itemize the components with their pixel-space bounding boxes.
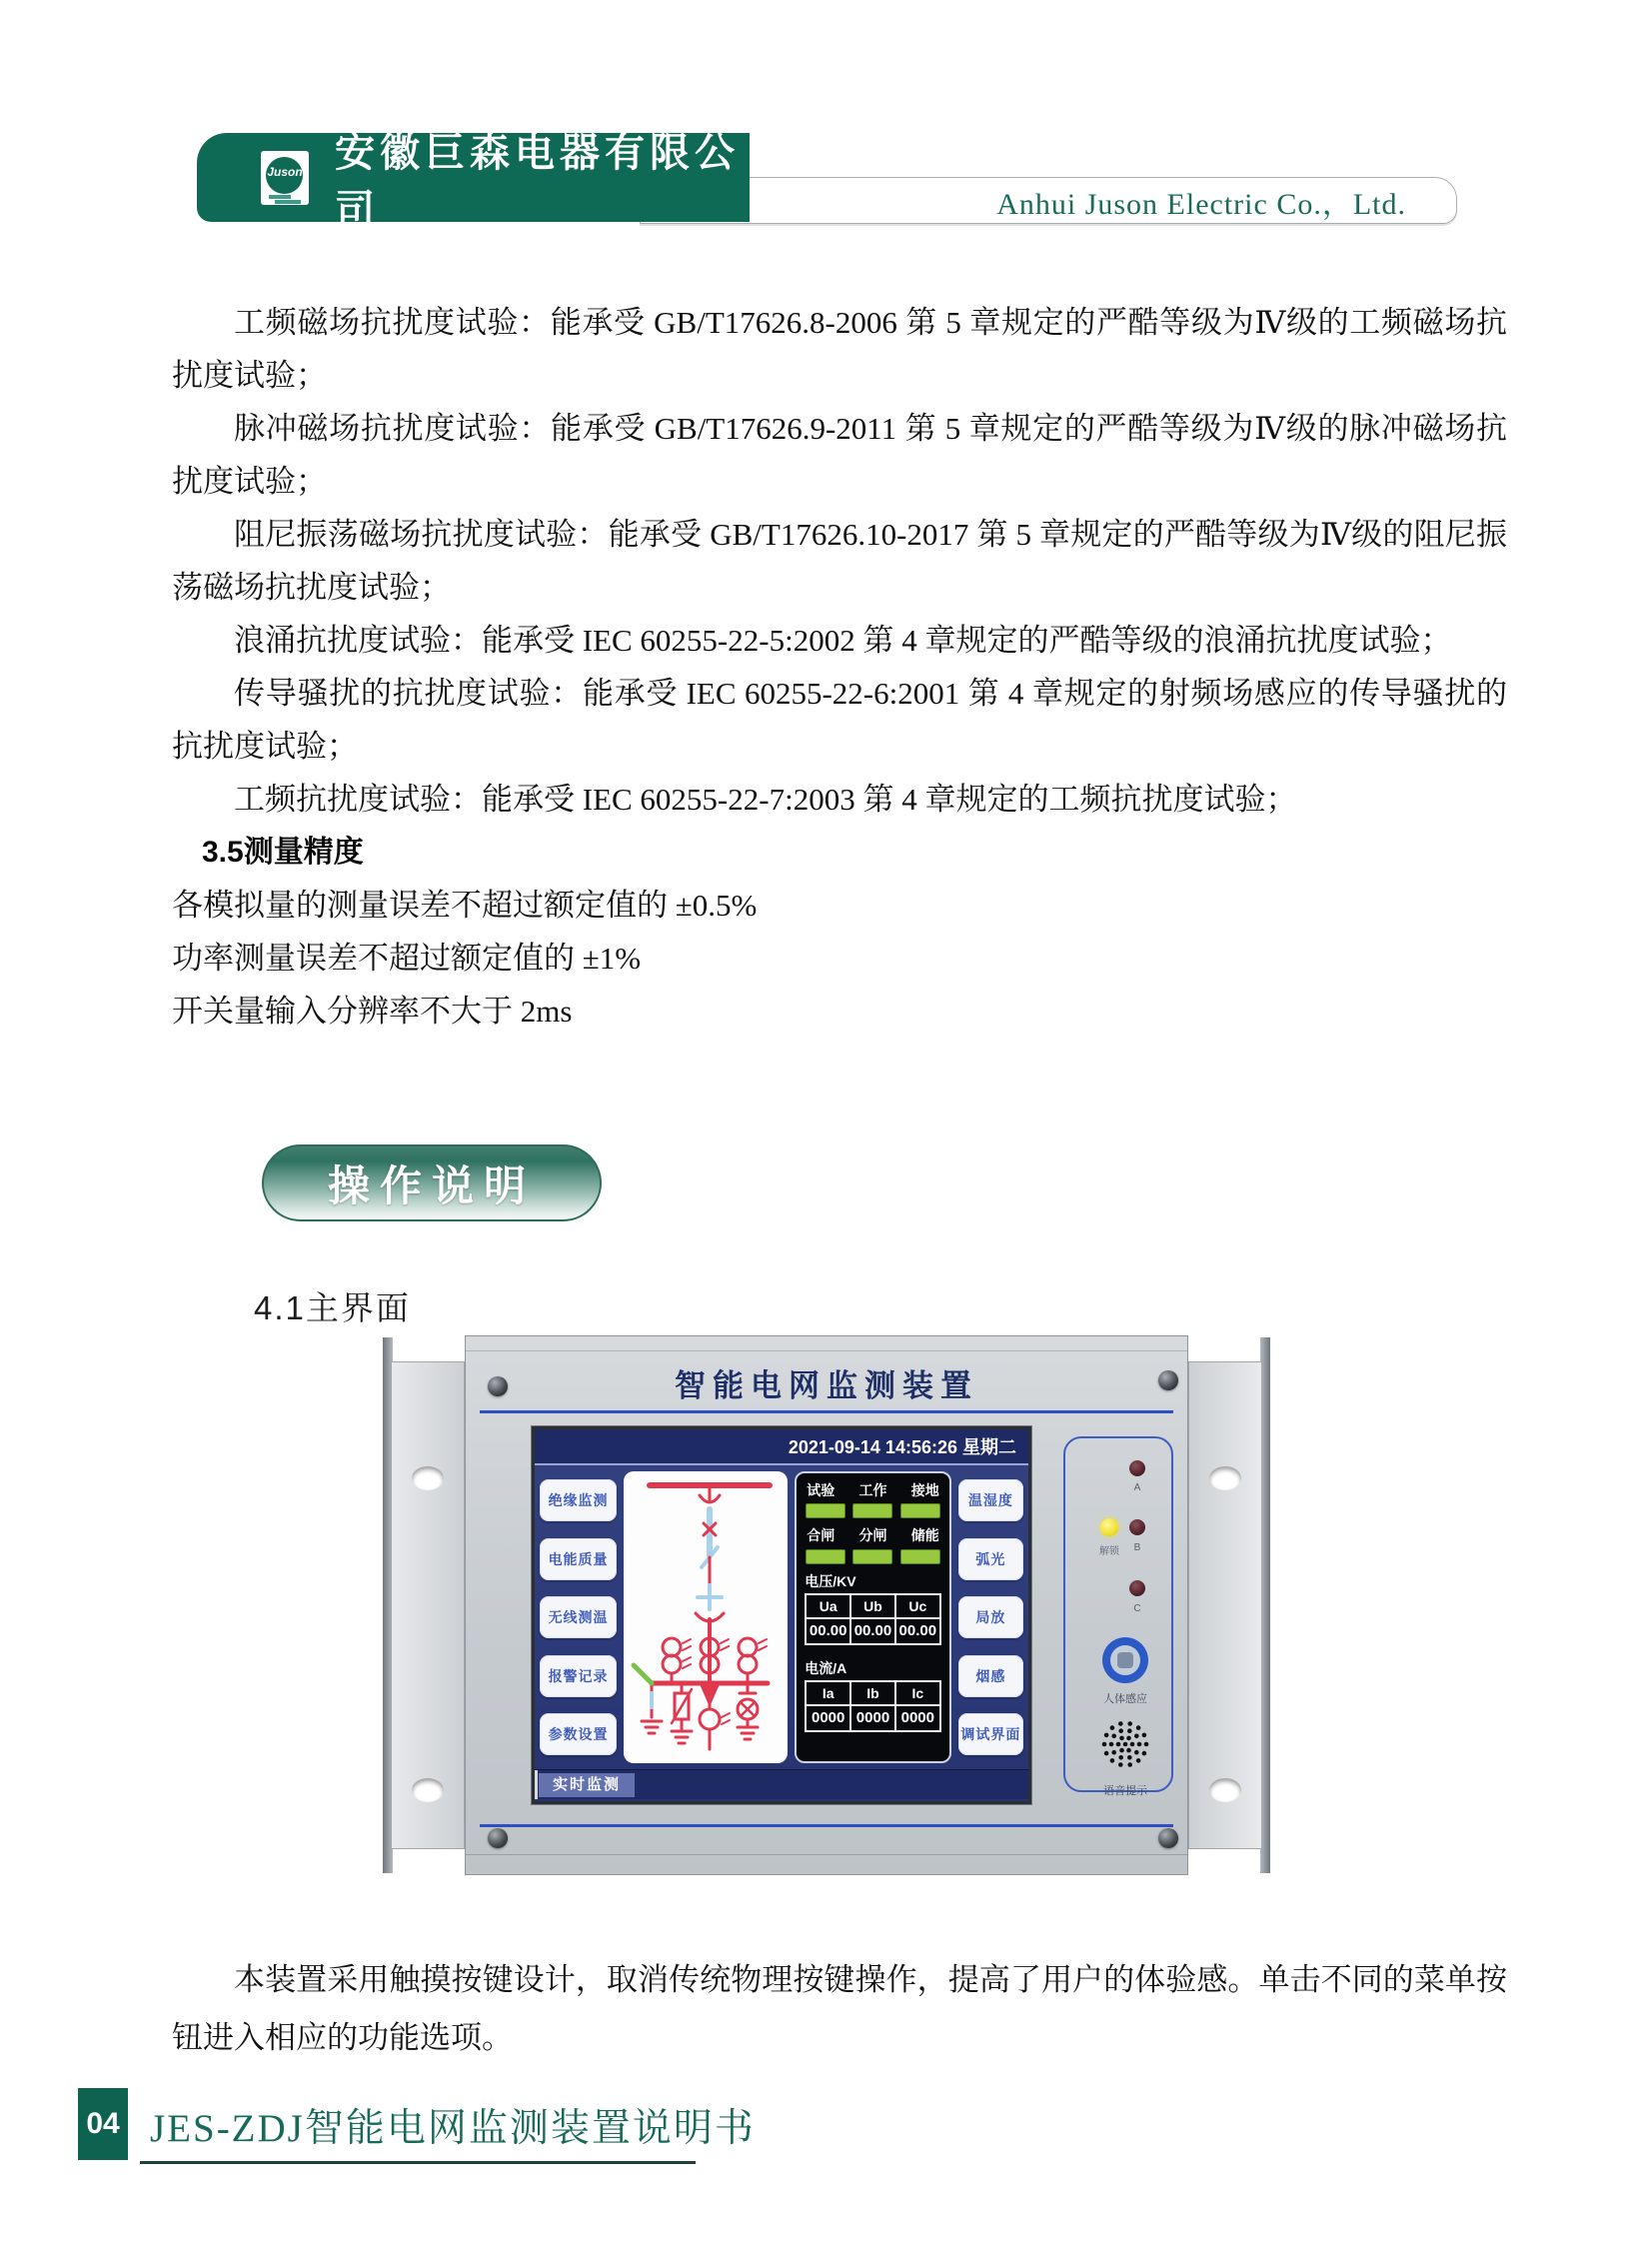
menu-button-debug-ui[interactable]: 调试界面	[958, 1713, 1023, 1755]
paragraph-emc-3: 阻尼振荡磁场抗扰度试验：能承受 GB/T17626.10-2017 第 5 章规定的严酷等级为Ⅳ级的阻尼振荡磁场抗扰度试验；	[172, 517, 1507, 605]
device-screen	[532, 1426, 1031, 1804]
screw-icon	[488, 1828, 508, 1848]
panel-divider-line	[480, 1410, 1173, 1413]
logo-stripe	[269, 195, 291, 199]
current-value: 0000	[850, 1705, 895, 1731]
voltage-table-label: 电压/KV	[805, 1572, 856, 1589]
menu-column-right	[958, 1471, 1023, 1763]
voltage-value: 00.00	[850, 1618, 895, 1644]
menu-button-partial-discharge[interactable]: 局放	[958, 1596, 1023, 1638]
phase-c-led	[1129, 1580, 1145, 1596]
current-value: 0000	[806, 1705, 850, 1731]
screen-clock: 2021-09-14 14:56:26 星期二	[788, 1437, 1016, 1457]
device-photo	[383, 1335, 1270, 1875]
speaker-label: 语音提示	[1103, 1785, 1147, 1797]
menu-button-arc-light[interactable]: 弧光	[958, 1538, 1023, 1580]
green-led-indicator	[852, 1503, 892, 1518]
status-panel	[795, 1471, 950, 1763]
menu-button-insulation[interactable]: 绝缘监测	[540, 1479, 617, 1521]
mounting-hole	[412, 1778, 444, 1802]
status-leds-row2	[805, 1549, 940, 1564]
screen-content	[535, 1465, 1028, 1769]
accuracy-line: 功率测量误差不超过额定值的 ±1%	[172, 941, 642, 976]
accuracy-line: 开关量输入分辨率不大于 2ms	[172, 994, 573, 1029]
status-label: 储能	[910, 1527, 939, 1544]
front-panel	[465, 1335, 1188, 1875]
phase-a-label: A	[1133, 1482, 1141, 1493]
single-line-diagram	[624, 1471, 788, 1763]
unlock-label: 解锁	[1099, 1546, 1119, 1557]
page-number: 04	[78, 2088, 128, 2160]
paragraph-emc-5: 传导骚扰的抗扰度试验：能承受 IEC 60255-22-6:2001 第 4 章规定的射频场感应的传导骚扰的抗扰度试验；	[172, 676, 1507, 764]
voltage-header: Ua	[806, 1594, 850, 1618]
status-label: 分闸	[858, 1527, 887, 1544]
current-value: 0000	[895, 1705, 940, 1731]
status-labels-row1	[805, 1483, 940, 1498]
current-table	[805, 1680, 940, 1732]
menu-button-smoke[interactable]: 烟感	[958, 1655, 1023, 1697]
mounting-hole	[1209, 1466, 1241, 1490]
mounting-hole	[412, 1466, 444, 1490]
logo-wordmark: Juson	[267, 164, 303, 179]
voltage-header: Uc	[895, 1594, 940, 1618]
screen-clock-bar	[535, 1429, 1028, 1465]
green-led-indicator	[900, 1549, 940, 1564]
status-labels-row2	[805, 1528, 940, 1543]
screw-icon	[1158, 1828, 1178, 1848]
menu-column-left	[540, 1471, 617, 1763]
company-name-en: Anhui Juson Electric Co.，Ltd.	[996, 187, 1406, 221]
green-led-indicator	[806, 1503, 845, 1518]
mounting-ear-right	[1188, 1361, 1262, 1849]
current-header: Ib	[850, 1681, 895, 1705]
mounting-hole	[1209, 1778, 1241, 1802]
menu-button-power-quality[interactable]: 电能质量	[540, 1538, 617, 1580]
mounting-ear-left	[391, 1361, 465, 1849]
footer-rule	[140, 2161, 696, 2164]
paragraph-emc-4: 浪涌抗扰度试验：能承受 IEC 60255-22-5:2002 第 4 章规定的严酷等级的浪涌抗扰度试验；	[234, 623, 1452, 658]
green-led-indicator	[806, 1549, 845, 1564]
human-presence-sensor	[1102, 1637, 1148, 1683]
company-name-cn: 安徽巨森电器有限公司	[335, 130, 740, 232]
status-leds-row1	[805, 1503, 940, 1518]
unlock-led	[1100, 1518, 1118, 1536]
status-label: 工作	[858, 1482, 887, 1498]
menu-button-temp-humidity[interactable]: 温湿度	[958, 1479, 1023, 1521]
footer-title: JES-ZDJ智能电网监测装置说明书	[150, 2107, 756, 2150]
voltage-value: 00.00	[895, 1618, 940, 1644]
current-table-label: 电流/A	[805, 1659, 847, 1676]
panel-divider-line	[480, 1824, 1173, 1827]
screen-bottom-bar	[535, 1769, 1028, 1799]
paragraph-emc-6: 工频抗扰度试验：能承受 IEC 60255-22-7:2003 第 4 章规定的工频抗扰度试验；	[234, 782, 1297, 817]
phase-b-led	[1129, 1519, 1145, 1535]
speaker-grille-icon	[1095, 1714, 1155, 1774]
status-label: 试验	[807, 1482, 835, 1498]
sensor-label: 人体感应	[1103, 1693, 1147, 1705]
menu-button-settings[interactable]: 参数设置	[540, 1713, 617, 1755]
phase-c-label: C	[1133, 1603, 1141, 1614]
menu-button-wireless-temp[interactable]: 无线测温	[540, 1596, 617, 1638]
operation-badge-label: 操作说明	[327, 1161, 536, 1209]
paragraph-emc-2: 脉冲磁场抗扰度试验：能承受 GB/T17626.9-2011 第 5 章规定的严酷等级为Ⅳ级的脉冲磁场抗扰度试验；	[172, 411, 1507, 499]
sensor-ring	[1110, 1645, 1140, 1675]
status-label: 接地	[910, 1482, 939, 1498]
closing-paragraph: 本装置采用触摸按键设计，取消传统物理按键操作，提高了用户的体验感。单击不同的菜单按钮进入相应的功能选项。	[172, 1962, 1507, 2055]
sensor-core	[1117, 1652, 1133, 1668]
status-label: 合闸	[807, 1527, 835, 1544]
header-company-en-box	[640, 177, 1457, 224]
phase-a-led	[1129, 1460, 1145, 1476]
control-panel	[1063, 1436, 1173, 1797]
voltage-header: Ub	[850, 1594, 895, 1618]
operation-section-badge	[262, 1144, 602, 1221]
subsection-heading-4-1: 4.1主界面	[254, 1289, 411, 1326]
paragraph-emc-1: 工频磁场抗扰度试验：能承受 GB/T17626.8-2006 第 5 章规定的严酷等级为Ⅳ级的工频磁场抗扰度试验；	[172, 305, 1507, 393]
voltage-value: 00.00	[806, 1618, 850, 1644]
tab-realtime-monitoring[interactable]: 实时监测	[539, 1773, 635, 1797]
voltage-table	[805, 1593, 940, 1645]
current-header: Ic	[895, 1681, 940, 1705]
accuracy-line: 各模拟量的测量误差不超过额定值的 ±0.5%	[172, 888, 758, 923]
current-header: Ia	[806, 1681, 850, 1705]
juson-logo-icon	[261, 151, 309, 205]
menu-button-alarm-record[interactable]: 报警记录	[540, 1655, 617, 1697]
device-title: 智能电网监测装置	[675, 1368, 978, 1403]
body-text	[172, 296, 1507, 1038]
green-led-indicator	[900, 1503, 940, 1518]
section-heading-3-5: 3.5测量精度	[202, 836, 364, 869]
green-led-indicator	[852, 1549, 892, 1564]
header-brand-box	[197, 130, 750, 232]
phase-b-label: B	[1133, 1542, 1141, 1553]
single-line-diagram-panel	[624, 1471, 788, 1763]
logo-stripe	[275, 200, 301, 204]
